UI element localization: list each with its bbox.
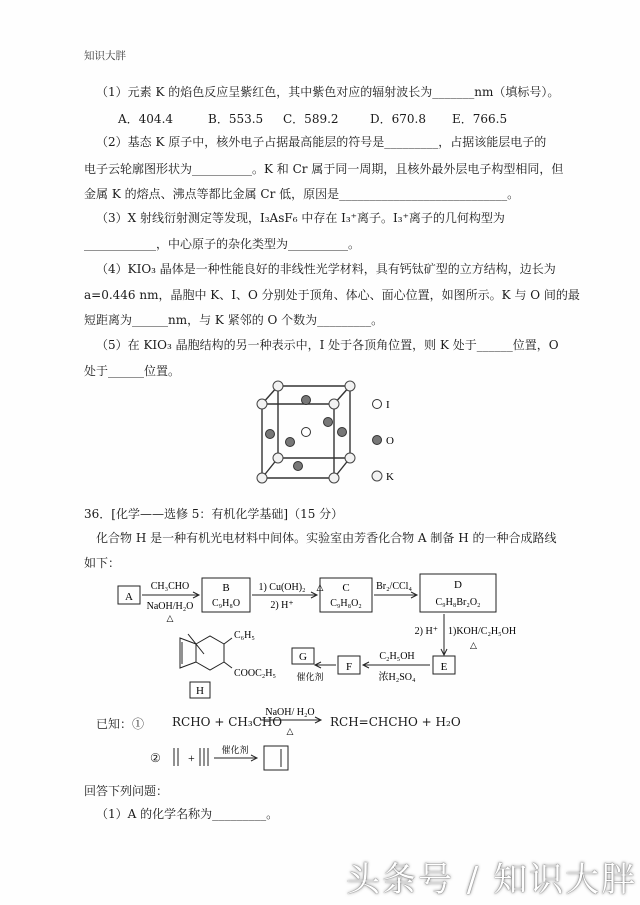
catalyst-label: 催化剂 — [296, 672, 324, 682]
compound-c-formula: C₉H₈O₂ — [330, 598, 362, 609]
q4-line3: 短距离为______nm，与 K 紧邻的 O 个数为_________。 — [84, 313, 384, 327]
reagent-5-bottom: 浓H₂SO₄ — [378, 672, 416, 683]
compound-h: H — [196, 685, 204, 697]
heat-2: △ — [316, 582, 324, 592]
reagent-4-right: 1)KOH/C₂H₅OH — [448, 626, 517, 637]
known-label: 已知：① — [96, 717, 145, 731]
q1-choice-c: C．589.2 — [283, 112, 339, 126]
q4-line2: a=0.446 nm，晶胞中 K、I、O 分别处于顶角、体心、面心位置，如图所示。K 与 O 间的最 — [84, 288, 580, 302]
legend-k-label: K — [386, 471, 394, 483]
k-atom — [345, 381, 355, 391]
known-eq2-plus: + — [188, 751, 195, 765]
known-eq2 — [168, 744, 298, 774]
compound-b-formula: C₉H₈O — [211, 598, 241, 609]
q4-line1: （4）KIO₃ 晶体是一种性能良好的非线性光学材料，具有钙钛矿型的立方结构，边长为 — [96, 262, 556, 276]
substituent-phenyl: C₆H₅ — [234, 630, 255, 641]
compound-e: E — [440, 661, 448, 673]
legend-i-marker — [373, 400, 382, 409]
compound-c: C — [342, 582, 350, 594]
legend-o-label: O — [386, 435, 394, 447]
q36-title: 36．[化学——选修 5：有机化学基础]（15 分） — [84, 507, 344, 521]
heat-1: △ — [166, 613, 174, 623]
o-atom — [338, 428, 347, 437]
o-atom — [294, 462, 303, 471]
kio3-unit-cell-figure — [240, 378, 410, 496]
q1-text: （1）元素 K 的焰色反应呈紫红色，其中紫色对应的辐射波长为_______nm（填标号）。 — [96, 85, 560, 99]
k-atom — [273, 453, 283, 463]
heat-4: △ — [470, 640, 477, 650]
compound-a: A — [125, 591, 133, 603]
compound-b: B — [222, 582, 230, 594]
compound-d: D — [454, 579, 462, 591]
known-eq1-left: RCHO + CH₃CHO — [172, 715, 283, 729]
k-atom — [345, 453, 355, 463]
o-atom — [286, 438, 295, 447]
i-atom — [302, 428, 311, 437]
compound-g: G — [299, 651, 307, 663]
watermark: 头条号 / 知识大胖 — [346, 860, 638, 900]
q1-choice-e: E．766.5 — [452, 112, 508, 126]
k-atom — [329, 473, 339, 483]
q36-intro-line1: 化合物 H 是一种有机光电材料中间体。实验室由芳香化合物 A 制备 H 的一种合成路线 — [96, 531, 557, 545]
known-eq1-right: RCH=CHCHO + H₂O — [330, 715, 461, 729]
legend-i-label: I — [386, 399, 390, 411]
page-header: 知识大胖 — [84, 50, 126, 62]
compound-d-formula: C₉H₈Br₂O₂ — [435, 597, 481, 608]
reagent-5-top: C₂H₅OH — [379, 651, 415, 662]
q3-line2: ____________，中心原子的杂化类型为__________。 — [84, 237, 361, 251]
reagent-1-bottom: NaOH/H₂O — [146, 601, 194, 612]
q2-line2: 电子云轮廓图形状为__________。K 和 Cr 属于同一周期，且核外最外层电子构型相同，但 — [84, 162, 564, 176]
q2-line3: 金属 K 的熔点、沸点等都比金属 Cr 低，原因是____________________________。 — [84, 187, 520, 201]
q2-line1: （2）基态 K 原子中，核外电子占据最高能层的符号是_________，占据该能层电子的 — [96, 135, 547, 149]
reagent-3: Br₂/CCl₄ — [376, 581, 412, 592]
reagent-4-left: 2) H⁺ — [414, 626, 438, 637]
o-atom — [266, 430, 275, 439]
q36-1: （1）A 的化学名称为_________。 — [96, 807, 279, 821]
known-eq2-catalyst: 催化剂 — [221, 745, 249, 755]
k-atom — [329, 399, 339, 409]
q1-choice-a: A．404.4 — [118, 112, 174, 126]
known-eq1-reagent: NaOH/ H₂O — [265, 707, 315, 718]
known-eq2-number: ② — [150, 751, 161, 765]
q5-line1: （5）在 KIO₃ 晶胞结构的另一种表示中，I 处于各顶角位置，则 K 处于______位置，O — [96, 338, 559, 352]
k-atom — [273, 381, 283, 391]
q1-choice-b: B．553.5 — [208, 112, 264, 126]
legend-k-marker — [372, 471, 382, 481]
o-atom — [302, 396, 311, 405]
o-atom — [324, 418, 333, 427]
known-eq1-heat: △ — [286, 726, 294, 736]
legend-o-marker — [373, 436, 382, 445]
reagent-2-top: 1) Cu(OH)₂ — [258, 582, 306, 593]
q36-intro-line2: 如下： — [84, 556, 121, 570]
q3-line1: （3）X 射线衍射测定等发现，I₃AsF₆ 中存在 I₃⁺离子。I₃⁺离子的几何构型为 — [96, 211, 505, 225]
q5-line2: 处于______位置。 — [84, 364, 181, 378]
reagent-2-bottom: 2) H⁺ — [270, 600, 294, 611]
synthesis-route — [110, 572, 540, 702]
compound-f: F — [345, 661, 353, 673]
answer-prompt: 回答下列问题： — [84, 784, 169, 798]
known-eq1-arrow — [258, 702, 326, 738]
substituent-ester: COOC₂H₅ — [234, 668, 276, 679]
k-atom — [257, 473, 267, 483]
k-atom — [257, 399, 267, 409]
q1-choice-d: D．670.8 — [370, 112, 426, 126]
reagent-1-top: CH₃CHO — [150, 581, 190, 592]
